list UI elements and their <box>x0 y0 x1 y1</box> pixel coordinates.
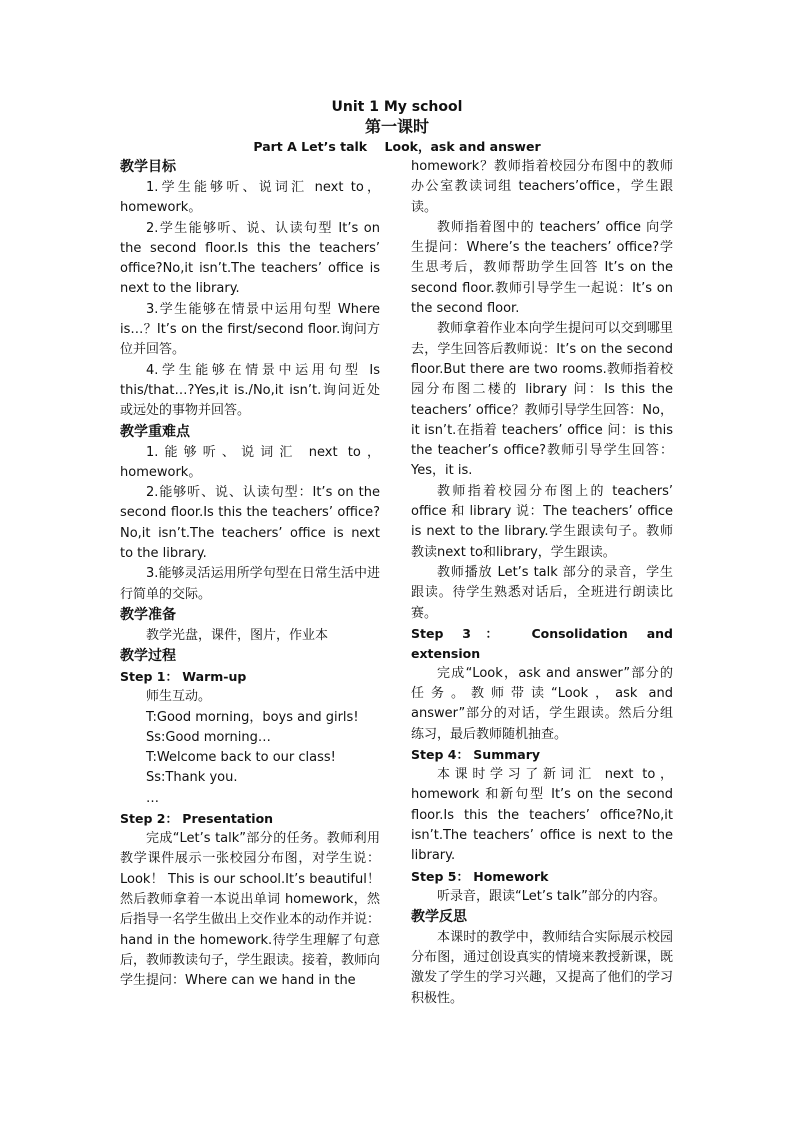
step-2-text-continued: homework？教师指着校园分布图中的教师办公室教读词组 teachers’office，学生跟读。 <box>411 159 673 215</box>
preparation-text: 教学光盘，课件，图片，作业本 <box>146 627 329 643</box>
step-1-line: 师生互动。 <box>146 689 212 705</box>
step-3-text: 完成“Look，ask and answer”部分的任务。教师带读“Look，ask and answer”部分的对话，学生跟读。然后分组练习，最后教师随机抽查。 <box>411 665 673 742</box>
process-heading: 教学过程 <box>120 648 176 665</box>
goal-1: 1.学生能够听、说词汇 next to，homework。 <box>120 180 380 216</box>
step-2-paragraph: 教师指着校园分布图上的 teachers’ office 和 library 说：The teachers’ office is next to the library.学生跟读句子。教师教读next to和library，学生跟读。 <box>411 483 673 560</box>
key-point-1: 1.能够听、说词汇 next to，homework。 <box>120 444 380 480</box>
step-3-heading: Step 3： Consolidation and extension <box>411 625 673 661</box>
left-column <box>120 157 380 991</box>
part-title: Part A Let’s talk Look，ask and answer <box>253 139 541 154</box>
key-points-heading: 教学重难点 <box>120 423 190 440</box>
key-point-3: 3.能够灵活运用所学句型在日常生活中进行简单的交际。 <box>120 566 380 602</box>
step-1-line: … <box>146 790 159 806</box>
step-2-heading: Step 2： Presentation <box>120 811 274 827</box>
goal-4: 4.学生能够在情景中运用句型 Is this/that…?Yes,it is./No,it isn’t.询问近处或远处的事物并回答。 <box>120 362 380 419</box>
preparation-heading: 教学准备 <box>120 606 176 623</box>
step-4-heading: Step 4： Summary <box>411 747 541 763</box>
right-column <box>411 157 673 1009</box>
document-header <box>0 98 794 156</box>
key-point-2: 2.能够听、说、认读句型：It’s on the second floor.Is this the teachers’ office?No,it isn’t.The teachers’ office is next to the library. <box>120 485 380 562</box>
step-1-line: Ss:Good morning… <box>146 729 271 745</box>
reflection-text: 本课时的教学中，教师结合实际展示校园分布图，通过创设真实的情境来教授新课，既激发了学生的学习兴趣，又提高了他们的学习积极性。 <box>411 929 673 1006</box>
step-2-text: 完成“Let’s talk”部分的任务。教师利用教学课件展示一张校园分布图，对学生说：Look！ This is our school.It’s beautiful！然后教师拿着一本说出单词 homework，然后指导一名学生做出上交作业本的动作并说：hand in the homework.待学生理解了句意后，教师教读句子，学生跟读。接着，教师向学生提问：Where can we hand in the <box>120 831 381 989</box>
step-1-line: T:Good morning，boys and girls! <box>146 709 359 725</box>
step-2-paragraph: 教师播放 Let’s talk 部分的录音，学生跟读。待学生熟悉对话后，全班进行朗读比赛。 <box>411 564 673 621</box>
goal-3: 3.学生能够在情景中运用句型 Where is…？It’s on the first/second floor.询问方位并回答。 <box>120 301 380 358</box>
lesson-title: 第一课时 <box>364 117 429 136</box>
step-1-heading: Step 1： Warm-up <box>120 669 247 685</box>
goal-2: 2.学生能够听、说、认读句型 It’s on the second floor.Is this the teachers’ office?No,it isn’t.The teachers’ office is next to the library. <box>120 220 380 297</box>
step-2-paragraph: 教师指着图中的 teachers’ office 向学生提问：Where’s the teachers’ office?学生思考后，教师帮助学生回答 It’s on the second floor.教师引导学生一起说：It’s on the second floor. <box>411 219 673 317</box>
step-4-text: 本课时学习了新词汇 next to，homework 和新句型 It’s on the second floor.Is this the teachers’ office?No,it isn’t.The teachers’ office is next to the library. <box>411 767 673 864</box>
reflection-heading: 教学反思 <box>411 908 467 925</box>
step-5-text: 听录音，跟读“Let’s talk”部分的内容。 <box>437 888 666 904</box>
step-5-heading: Step 5： Homework <box>411 868 549 884</box>
step-1-line: Ss:Thank you. <box>146 770 238 786</box>
goals-heading: 教学目标 <box>120 159 176 175</box>
step-2-paragraph: 教师拿着作业本向学生提问可以交到哪里去，学生回答后教师说：It’s on the second floor.But there are two rooms.教师指着校园分布图二楼的 library 问：Is this the teachers’ office？教师引导学生回答：No，it isn’t.在指着 teachers’ office 问：is this the teacher’s office?教师引导学生回答：Yes，it is. <box>411 321 673 479</box>
step-1-line: T:Welcome back to our class! <box>146 750 336 766</box>
unit-title: Unit 1 My school <box>331 99 463 115</box>
